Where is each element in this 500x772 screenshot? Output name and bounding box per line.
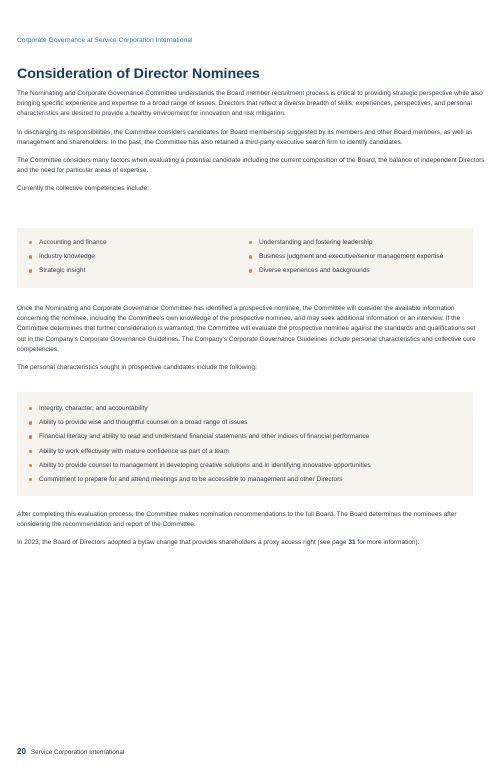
bylaw-paragraph: In 2023, the Board of Directors adopted a bylaw change that provides shareholders a proxy access right (see page 31 for more information).: [17, 539, 420, 547]
footer-company: Service Corporation International: [30, 749, 125, 756]
bullet-icon: [29, 464, 32, 467]
bullet-icon: [249, 241, 252, 244]
closing-text: [17, 510, 485, 557]
list-item: Ability to provide counsel to management in developing creative solutions and in identifying innovative opportunities: [27, 461, 371, 475]
bullet-icon: [29, 269, 32, 272]
paragraph: Currently the collective competencies include:: [17, 185, 149, 193]
paragraph: The personal characteristics sought in prospective candidates include the following:: [17, 364, 257, 372]
list-item: Understanding and fostering leadership: [247, 238, 443, 252]
page-reference-link[interactable]: 31: [348, 539, 356, 547]
bullet-icon: [29, 255, 32, 258]
bullet-icon: [29, 407, 32, 410]
list-item: Integrity, character, and accountability: [27, 404, 371, 418]
characteristics-box: [17, 392, 473, 496]
evaluation-text: [17, 304, 485, 381]
intro-text: [17, 89, 485, 203]
paragraph: The Committee considers many factors when evaluating a potential candidate including the current composition of the Board, the balance of independent Directors and the need for particular areas of expertise.: [17, 157, 485, 175]
page-number: 20: [17, 747, 26, 756]
characteristics-list: [27, 404, 371, 489]
bullet-icon: [29, 435, 32, 438]
list-item: Ability to provide wise and thoughtful counsel on a broad range of issues: [27, 418, 371, 432]
bullet-icon: [29, 241, 32, 244]
bullet-icon: [29, 478, 32, 481]
list-item: Ability to work effectively with mature confidence as part of a team: [27, 447, 371, 461]
paragraph: After completing this evaluation process, the Committee makes nomination recommendations to the full Board. The Board determines the nominees after considering the recommendation and report of the Committee.: [17, 511, 457, 529]
bullet-icon: [249, 255, 252, 258]
list-item: Strategic insight: [27, 266, 107, 280]
list-item: Accounting and finance: [27, 238, 107, 252]
bullet-icon: [29, 450, 32, 453]
bullet-icon: [249, 269, 252, 272]
page-footer: [17, 747, 124, 756]
competencies-list-right: [247, 238, 443, 281]
paragraph: In discharging its responsibilities, the Committee considers candidates for Board membership suggested by its members and other Board members, as well as management and shareholders. In the past, the Committee has also retained a third-party executive search firm to identify candidates.: [17, 128, 473, 146]
list-item: Business judgment and executive/senior management expertise: [247, 252, 443, 266]
list-item: Industry knowledge: [27, 252, 107, 266]
running-header: Corporate Governance at Service Corporation International: [17, 37, 193, 44]
competencies-box: [17, 228, 473, 288]
bullet-icon: [29, 421, 32, 424]
list-item: Financial literacy and ability to read and understand financial statements and other indices of financial performance: [27, 432, 371, 446]
section-title: Consideration of Director Nominees: [17, 66, 260, 82]
list-item: Commitment to prepare for and attend meetings and to be accessible to management and other Directors: [27, 475, 371, 489]
competencies-list-left: [27, 238, 107, 281]
paragraph: Once the Nominating and Corporate Governance Committee has identified a prospective nominee, the Committee will consider the available information concerning the nominee, including the Committee's own knowledge of the prospective nominee, and may seek additional information or an interview. If the Committee determines that further consideration is warranted, the Committee will evaluate the prospective nominee against the standards and qualifications set out in the Company's Corporate Governance Guidelines. The Company's Corporate Governance Guidelines include personal characteristics and collective core competencies.: [17, 305, 476, 353]
list-item: Diverse experiences and backgrounds: [247, 266, 443, 280]
paragraph: The Nominating and Corporate Governance Committee understands the Board member recruitment process is critical to providing strategic perspective while also bringing specific experience and expertise to a broad range of issues. Directors that reflect a diverse breadth of skills, experiences, perspectives, and personal characteristics are desired to provide a healthy environment for innovation and risk mitigation.: [17, 90, 483, 118]
